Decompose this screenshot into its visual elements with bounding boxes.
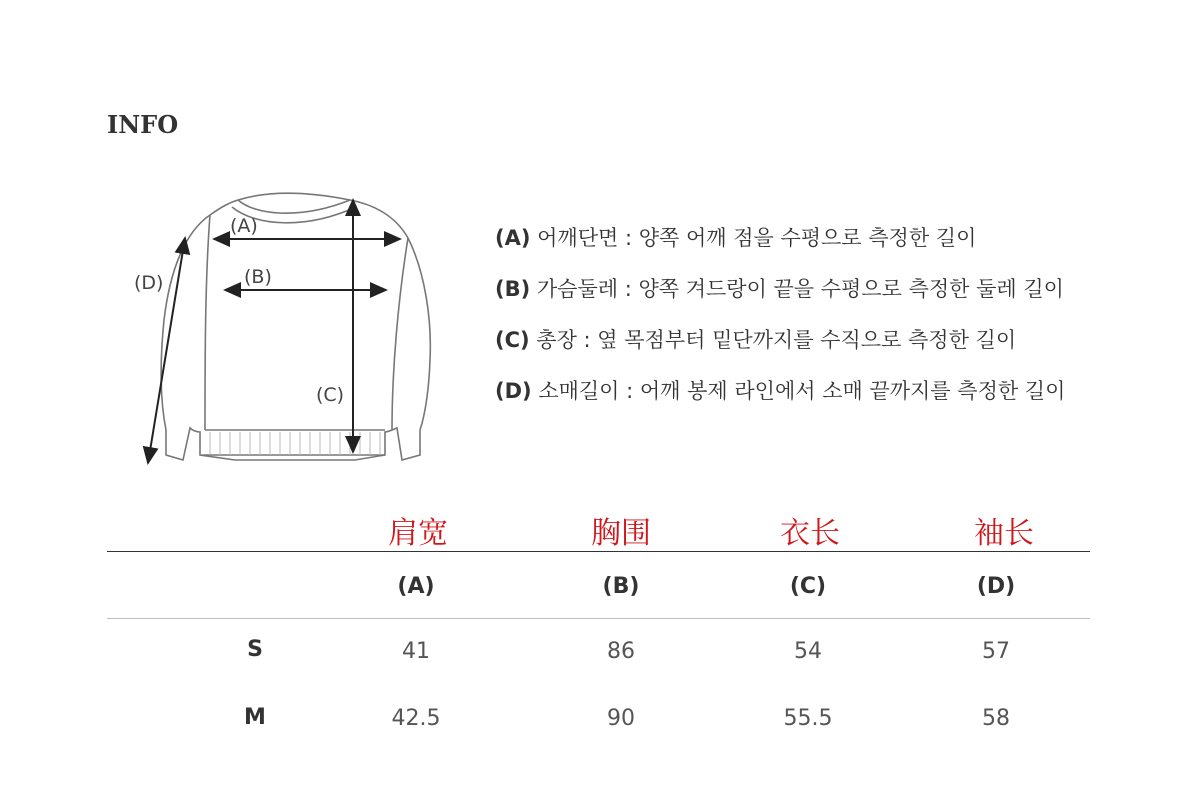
table-cell: 42.5 (391, 706, 441, 731)
header-sleeve: 袖长 (974, 516, 1034, 551)
label-a: (A) (230, 215, 258, 237)
legend-item: (A) 어깨단면 : 양쪽 어깨 점을 수평으로 측정한 길이 (495, 226, 977, 250)
sweater-outline (161, 193, 430, 460)
subheader-b: (B) (602, 574, 640, 599)
table-cell: 54 (794, 639, 822, 664)
table-cell: 86 (607, 639, 635, 664)
subheader-a: (A) (397, 574, 435, 599)
table-cell: 57 (982, 639, 1010, 664)
header-length: 衣长 (780, 516, 840, 551)
table-cell: 55.5 (783, 706, 833, 731)
header-chest: 胸围 (591, 516, 651, 551)
subheader-c: (C) (789, 574, 827, 599)
size-label: S (247, 637, 263, 662)
header-shoulder: 肩宽 (388, 516, 448, 551)
label-b: (B) (244, 266, 272, 288)
legend-item: (D) 소매길이 : 어깨 봉제 라인에서 소매 끝까지를 측정한 길이 (495, 379, 1066, 403)
label-d: (D) (134, 272, 164, 294)
table-cell: 58 (982, 706, 1010, 731)
measurement-legend (495, 222, 1145, 426)
size-label: M (244, 705, 266, 730)
table-cell: 90 (607, 706, 635, 731)
label-c: (C) (316, 384, 345, 406)
table-top-rule (107, 551, 1090, 552)
table-divider (107, 618, 1090, 619)
page-title: INFO (107, 110, 179, 139)
legend-item: (B) 가슴둘레 : 양쪽 겨드랑이 끝을 수평으로 측정한 둘레 길이 (495, 277, 1064, 301)
subheader-d: (D) (976, 574, 1016, 599)
legend-item: (C) 총장 : 옆 목점부터 밑단까지를 수직으로 측정한 길이 (495, 328, 1017, 352)
table-cell: 41 (402, 639, 430, 664)
